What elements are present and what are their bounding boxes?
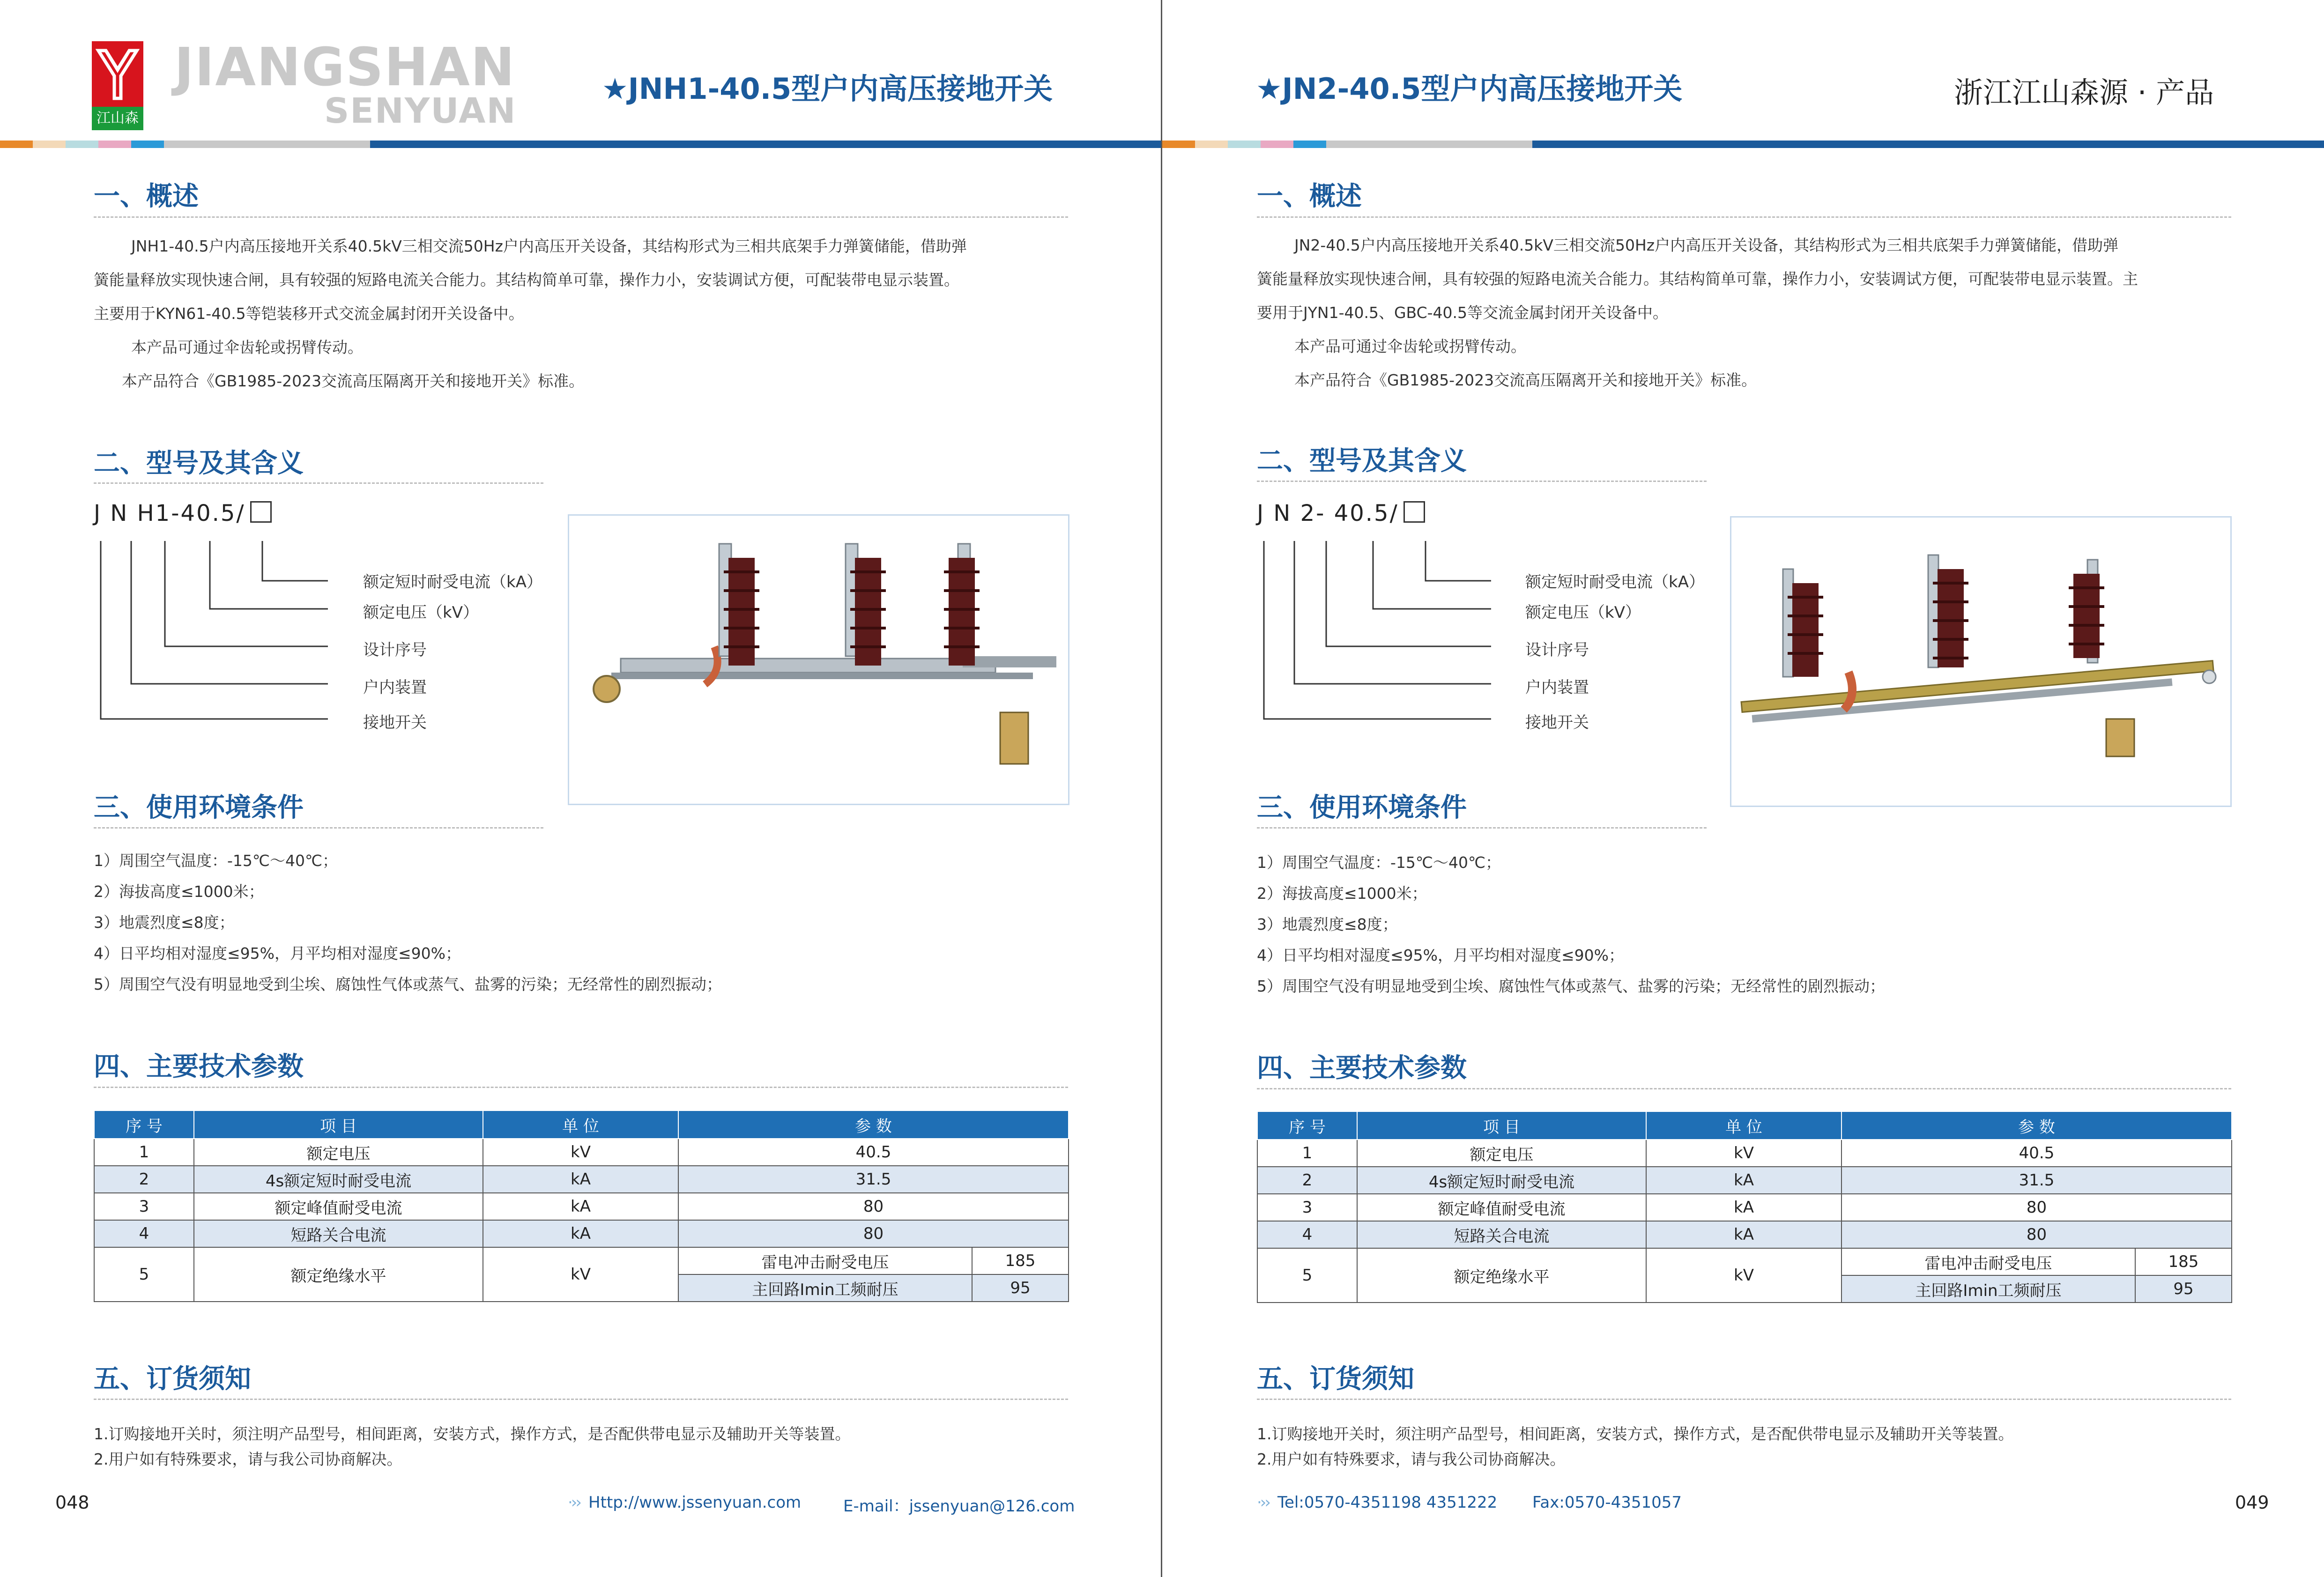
- model-box: [250, 501, 272, 523]
- page-title: ★JN2-40.5型户内高压接地开关: [1256, 72, 1683, 106]
- order-item: 1.订购接地开关时，须注明产品型号，相间距离，安装方式，操作方式，是否配供带电显示及辅助开关等装置。: [1257, 1425, 2014, 1443]
- column-header: 项 目: [194, 1111, 483, 1139]
- table-cell: 40.5: [1841, 1140, 2232, 1167]
- condition-item: 1）周围空气温度：-15℃～40℃；: [94, 851, 338, 870]
- tel-text: Tel:0570-4351198 4351222: [1277, 1493, 1498, 1512]
- table-cell: 短路关合电流: [194, 1220, 483, 1247]
- table-cell: kV: [1646, 1140, 1841, 1167]
- page-title: ★JNH1-40.5型户内高压接地开关: [602, 72, 1053, 106]
- brand-wordmark: [174, 37, 517, 131]
- table-cell: 3: [94, 1193, 194, 1220]
- divider: [1257, 481, 1707, 482]
- column-header: 参 数: [678, 1111, 1069, 1139]
- table-cell: 80: [1841, 1194, 2232, 1221]
- section-heading-model: 二、型号及其含义: [94, 448, 304, 479]
- spec-table: [94, 1110, 1069, 1302]
- divider: [94, 216, 1068, 218]
- table-cell: kV: [483, 1247, 678, 1302]
- model-label-voltage: 额定电压（kV）: [363, 603, 479, 622]
- table-cell: kV: [483, 1139, 678, 1166]
- divider: [94, 827, 543, 829]
- condition-item: 5）周围空气没有明显地受到尘埃、腐蚀性气体或蒸气、盐雾的污染；无经常性的剧烈振动；: [1257, 977, 1885, 995]
- table-cell: 185: [2135, 1248, 2232, 1275]
- table-row: [1257, 1221, 2232, 1248]
- earthing-switch-image: [569, 516, 1068, 804]
- overview-text: [1257, 229, 2236, 397]
- product-photo: [568, 514, 1069, 805]
- overview-line: 要用于JYN1-40.5、GBC-40.5等交流金属封闭开关设备中。: [1257, 304, 1669, 322]
- brand-top: JIANGSHAN: [174, 37, 516, 98]
- overview-text: [94, 230, 1073, 398]
- spec-table: [1257, 1111, 2232, 1303]
- model-label-earthing: 接地开关: [1525, 713, 1589, 732]
- condition-item: 1）周围空气温度：-15℃～40℃；: [1257, 853, 1501, 872]
- divider: [1257, 216, 2231, 218]
- table-cell: 80: [678, 1193, 1069, 1220]
- table-cell: 31.5: [1841, 1167, 2232, 1194]
- website-link[interactable]: Http://www.jssenyuan.com: [588, 1493, 802, 1512]
- section-heading-model: 二、型号及其含义: [1257, 446, 1467, 476]
- overview-line: 本产品可通过伞齿轮或拐臂传动。: [131, 338, 363, 356]
- model-label-indoor: 户内装置: [1525, 678, 1589, 697]
- company-logo: [92, 41, 143, 130]
- table-cell: 40.5: [678, 1139, 1069, 1166]
- model-label-design-no: 设计序号: [363, 641, 427, 659]
- divider: [1257, 1088, 2231, 1089]
- table-cell: 95: [972, 1274, 1069, 1302]
- overview-line: 本产品可通过伞齿轮或拐臂传动。: [1294, 337, 1526, 355]
- table-row: [94, 1247, 1069, 1274]
- section-heading-parameters: 四、主要技术参数: [1257, 1053, 1467, 1083]
- condition-item: 2）海拔高度≤1000米；: [1257, 884, 1427, 903]
- right-page: [1162, 0, 2324, 1577]
- model-code: [1257, 500, 1425, 526]
- section-heading-parameters: 四、主要技术参数: [94, 1051, 304, 1082]
- column-header: 项 目: [1357, 1111, 1646, 1140]
- overview-line: JN2-40.5户内高压接地开关系40.5kV三相交流50Hz户内高压开关设备，其结构形式为三相共底架手力弹簧储能，借助弹: [1294, 236, 2119, 254]
- table-cell: kV: [1646, 1248, 1841, 1303]
- order-item: 2.用户如有特殊要求，请与我公司协商解决。: [94, 1450, 402, 1468]
- table-row: [1257, 1140, 2232, 1167]
- divider: [94, 1399, 1068, 1400]
- table-cell: 5: [94, 1247, 194, 1302]
- table-cell: kA: [483, 1193, 678, 1220]
- table-cell: kA: [483, 1166, 678, 1193]
- table-cell: 额定电压: [194, 1139, 483, 1166]
- table-cell: 2: [1257, 1167, 1357, 1194]
- table-header-row: [1257, 1111, 2232, 1140]
- table-cell: 雷电冲击耐受电压: [678, 1247, 972, 1274]
- table-cell: 4s额定短时耐受电流: [194, 1166, 483, 1193]
- section-heading-overview: 一、概述: [1257, 181, 1362, 212]
- model-code-text: J N H1-40.5/: [94, 500, 245, 526]
- table-row: [94, 1193, 1069, 1220]
- table-row: [94, 1220, 1069, 1247]
- model-label-design-no: 设计序号: [1525, 641, 1589, 659]
- table-cell: 额定绝缘水平: [1357, 1248, 1646, 1303]
- logo-text: 江山森: [92, 107, 143, 130]
- overview-line: 簧能量释放实现快速合闸，具有较强的短路电流关合能力。其结构简单可靠，操作力小，安装调试方便，可配装带电显示装置。主: [1257, 270, 2138, 288]
- condition-item: 4）日平均相对湿度≤95%，月平均相对湿度≤90%；: [1257, 946, 1624, 964]
- table-row: [1257, 1248, 2232, 1275]
- model-label-indoor: 户内装置: [363, 678, 427, 697]
- model-breakdown-diagram: [1257, 534, 1702, 731]
- earthing-switch-image: [1731, 518, 2230, 806]
- product-photo: [1730, 516, 2232, 807]
- color-stripe: [1162, 141, 2324, 148]
- arrow-icon: ·››: [568, 1493, 580, 1512]
- table-cell: 80: [678, 1220, 1069, 1247]
- model-box: [1403, 501, 1425, 523]
- condition-item: 3）地震烈度≤8度；: [94, 913, 235, 932]
- column-header: 参 数: [1841, 1111, 2232, 1140]
- table-cell: 额定峰值耐受电流: [194, 1193, 483, 1220]
- table-cell: 1: [94, 1139, 194, 1166]
- table-row: [1257, 1167, 2232, 1194]
- table-cell: 5: [1257, 1248, 1357, 1303]
- column-header: 序 号: [1257, 1111, 1357, 1140]
- company-name: 浙江江山森源 · 产品: [1954, 75, 2214, 110]
- section-heading-overview: 一、概述: [94, 181, 199, 212]
- table-cell: 额定绝缘水平: [194, 1247, 483, 1302]
- section-heading-environment: 三、使用环境条件: [94, 792, 304, 823]
- model-breakdown-diagram: [94, 534, 539, 731]
- table-cell: 主回路Imin工频耐压: [1841, 1275, 2135, 1303]
- brand-bottom: SENYUAN: [324, 91, 517, 131]
- divider: [94, 482, 543, 484]
- footer-tel: [1257, 1493, 1497, 1512]
- table-row: [94, 1166, 1069, 1193]
- table-cell: kA: [1646, 1221, 1841, 1248]
- divider: [1257, 827, 1707, 829]
- column-header: 序 号: [94, 1111, 194, 1139]
- model-label-earthing: 接地开关: [363, 713, 427, 732]
- table-cell: 2: [94, 1166, 194, 1193]
- overview-line: 本产品符合《GB1985-2023交流高压隔离开关和接地开关》标准。: [1294, 371, 1757, 389]
- table-cell: 4: [1257, 1221, 1357, 1248]
- table-cell: kA: [1646, 1194, 1841, 1221]
- table-header-row: [94, 1111, 1069, 1139]
- color-stripe: [0, 141, 1162, 148]
- section-heading-ordering: 五、订货须知: [1257, 1364, 1414, 1394]
- page-number: 048: [55, 1492, 89, 1513]
- table-row: [94, 1139, 1069, 1166]
- order-item: 2.用户如有特殊要求，请与我公司协商解决。: [1257, 1450, 1566, 1468]
- model-label-current: 额定短时耐受电流（kA）: [363, 573, 542, 592]
- table-cell: kA: [483, 1220, 678, 1247]
- footer-email[interactable]: E-mail：jssenyuan@126.com: [843, 1497, 1075, 1516]
- table-cell: 雷电冲击耐受电压: [1841, 1248, 2135, 1275]
- footer-fax: Fax:0570-4351057: [1532, 1493, 1682, 1512]
- section-heading-ordering: 五、订货须知: [94, 1364, 251, 1394]
- footer-website[interactable]: [568, 1493, 801, 1512]
- arrow-icon: ·››: [1257, 1493, 1270, 1512]
- table-row: [1257, 1194, 2232, 1221]
- table-cell: 额定电压: [1357, 1140, 1646, 1167]
- overview-line: 本产品符合《GB1985-2023交流高压隔离开关和接地开关》标准。: [122, 372, 585, 390]
- divider: [1257, 1399, 2231, 1400]
- logo-y-mark-icon: [96, 47, 140, 102]
- condition-item: 4）日平均相对湿度≤95%，月平均相对湿度≤90%；: [94, 944, 461, 962]
- section-heading-environment: 三、使用环境条件: [1257, 792, 1467, 823]
- table-cell: 4s额定短时耐受电流: [1357, 1167, 1646, 1194]
- condition-item: 5）周围空气没有明显地受到尘埃、腐蚀性气体或蒸气、盐雾的污染；无经常性的剧烈振动；: [94, 975, 722, 993]
- condition-item: 3）地震烈度≤8度；: [1257, 915, 1398, 933]
- table-cell: 短路关合电流: [1357, 1221, 1646, 1248]
- table-cell: 主回路Imin工频耐压: [678, 1274, 972, 1302]
- table-cell: 95: [2135, 1275, 2232, 1303]
- overview-line: 主要用于KYN61-40.5等铠装移开式交流金属封闭开关设备中。: [94, 304, 524, 323]
- table-cell: 4: [94, 1220, 194, 1247]
- column-header: 单 位: [1646, 1111, 1841, 1140]
- divider: [94, 1087, 1068, 1088]
- overview-line: 簧能量释放实现快速合闸，具有较强的短路电流关合能力。其结构简单可靠，操作力小，安装调试方便，可配装带电显示装置。: [94, 271, 959, 289]
- table-cell: 额定峰值耐受电流: [1357, 1194, 1646, 1221]
- page-number: 049: [2235, 1492, 2269, 1513]
- table-cell: 31.5: [678, 1166, 1069, 1193]
- condition-item: 2）海拔高度≤1000米；: [94, 882, 264, 901]
- model-label-voltage: 额定电压（kV）: [1525, 603, 1641, 622]
- model-code-text: J N 2- 40.5/: [1257, 500, 1399, 526]
- table-cell: 3: [1257, 1194, 1357, 1221]
- logo-emblem: [92, 41, 143, 107]
- table-cell: 1: [1257, 1140, 1357, 1167]
- model-label-current: 额定短时耐受电流（kA）: [1525, 573, 1705, 592]
- table-cell: 185: [972, 1247, 1069, 1274]
- overview-line: JNH1-40.5户内高压接地开关系40.5kV三相交流50Hz户内高压开关设备，其结构形式为三相共底架手力弹簧储能，借助弹: [131, 237, 967, 255]
- model-code: [94, 500, 272, 526]
- column-header: 单 位: [483, 1111, 678, 1139]
- order-item: 1.订购接地开关时，须注明产品型号，相间距离，安装方式，操作方式，是否配供带电显示及辅助开关等装置。: [94, 1425, 851, 1443]
- table-cell: kA: [1646, 1167, 1841, 1194]
- table-cell: 80: [1841, 1221, 2232, 1248]
